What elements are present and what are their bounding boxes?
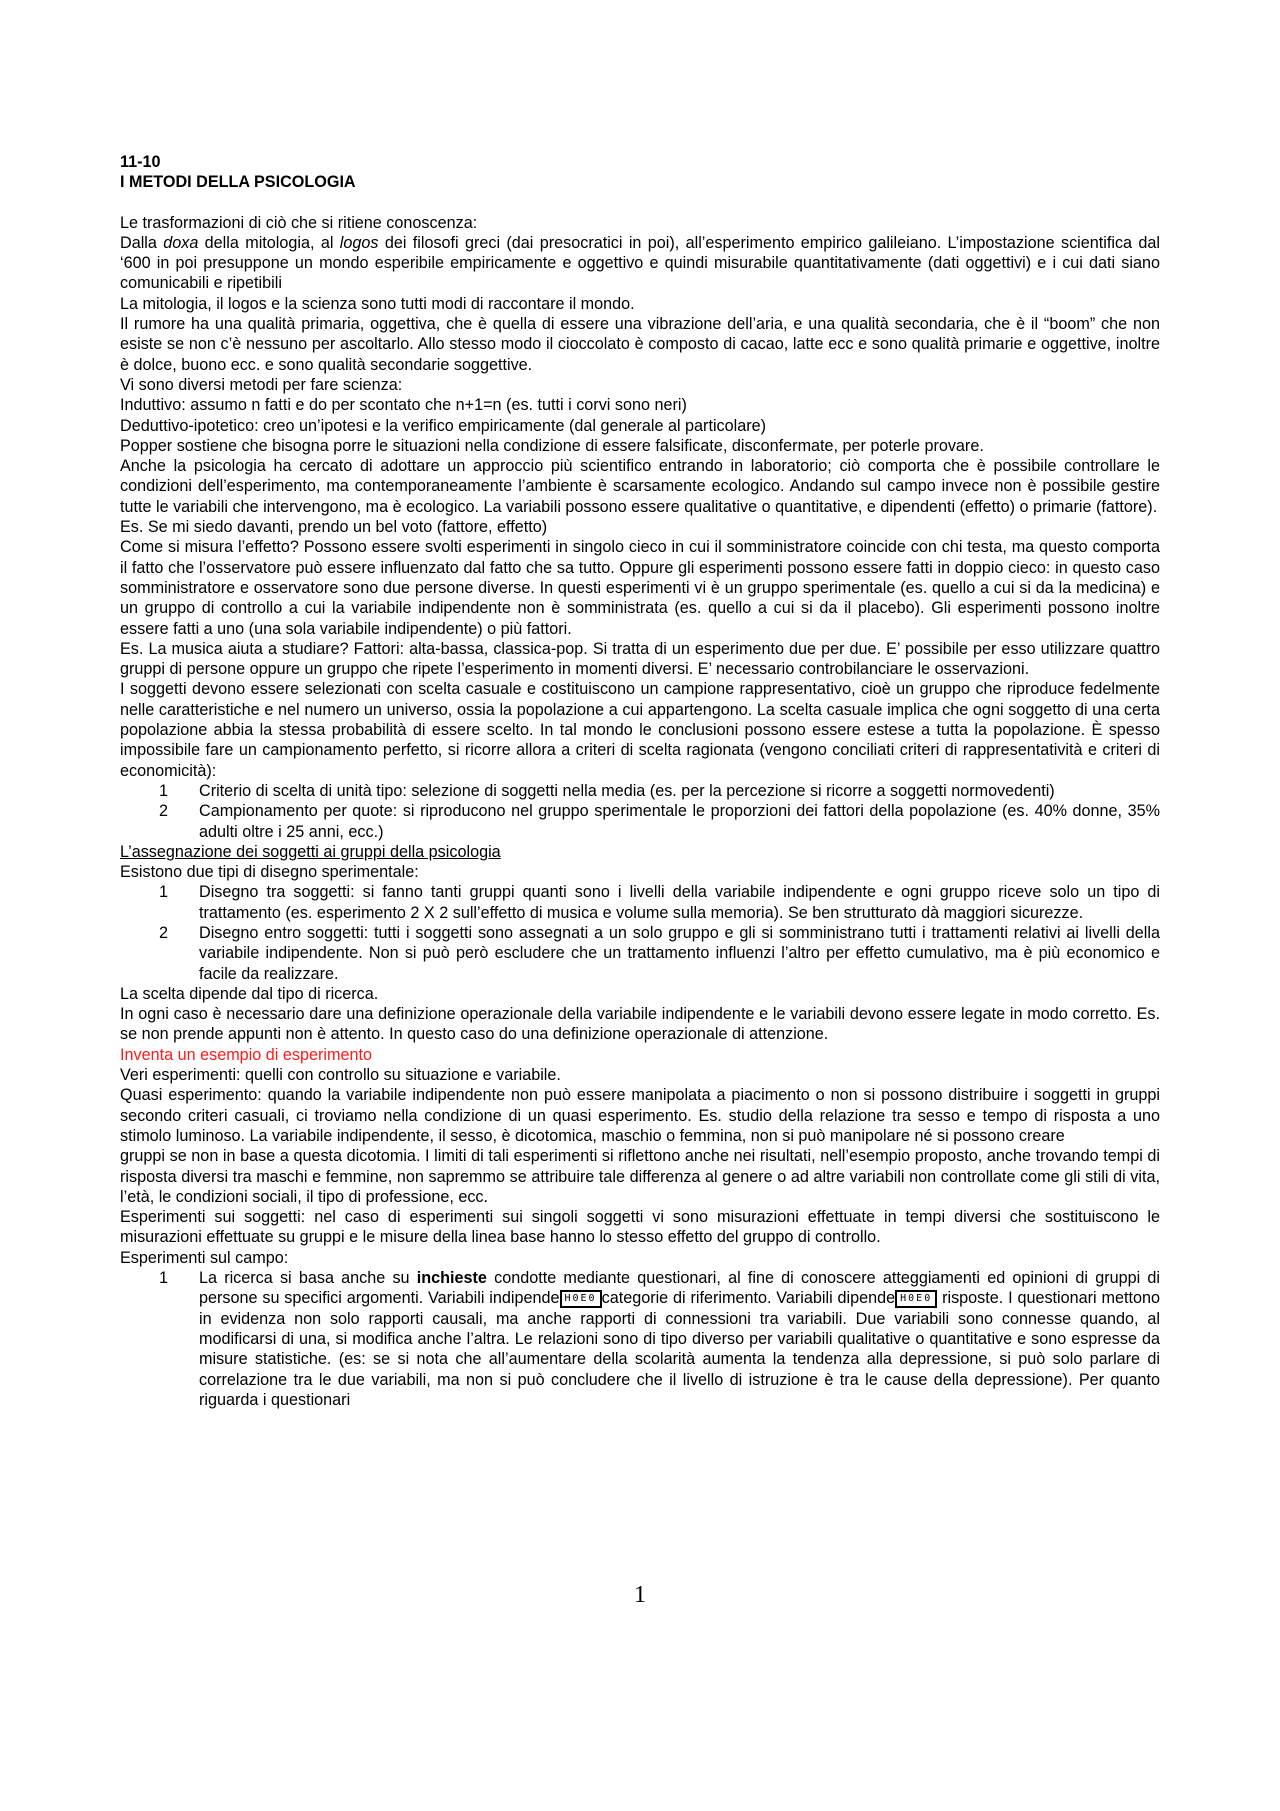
list-item: 1 Criterio di scelta di unità tipo: selezione di soggetti nella media (es. per la percezione si ricorre a soggetti normovedenti): [159, 781, 1055, 800]
paragraph: Vi sono diversi metodi per fare scienza:: [120, 375, 403, 394]
design-list: [120, 882, 1160, 983]
list-item: 1 Disegno tra soggetti: si fanno tanti gruppi quanti sono i livelli della variabile indipendente e ogni gruppo riceve solo un tipo di trattamento (es. esperimento 2 X 2 sull’effetto di musica e volume sulla memoria). Se ben strutturato dà maggiori sicurezze.: [159, 883, 1160, 922]
list-item: 2 Campionamento per quote: si riproducono nel gruppo sperimentale le proporzioni dei fattori della popolazione (es. 40% donne, 35% adulti oltre i 25 anni, ecc.): [159, 802, 1160, 841]
list-item: 1 La ricerca si basa anche su inchieste condotte mediante questionari, al fine di conoscere atteggiamenti ed opinioni di gruppi di persone su specifici argomenti. Variabili indipende H0E0 categorie di riferimento. Variabili dipende H0E0 risposte. I questionari mettono in evidenza non solo rapporti causali, ma anche rapporti di connessioni tra variabili. Due variabili sono connesse quando, al modificarsi di una, si modifica anche l’altra. Le relazioni sono di tipo diverso per variabili qualitative o quantitative e sono espresse da misure statistiche. (es: se si nota che all’aumentare della scolarità aumenta la tendenza alla depressione, si può solo parlare di correlazione tra le due variabili, ma non si può concludere che il livello di istruzione è tra le cause della depressione). Per quanto riguarda i questionari: [159, 1269, 1160, 1409]
paragraph: Esperimenti sul campo:: [120, 1248, 289, 1267]
paragraph: Esperimenti sui soggetti: nel caso di esperimenti sui singoli soggetti vi sono misurazioni effettuate in tempi diversi che sostituiscono le misurazioni effettuate su gruppi e le misure della linea base hanno lo stesso effetto del gruppo di controllo.: [120, 1208, 1160, 1247]
page-title: I METODI DELLA PSICOLOGIA: [120, 173, 356, 192]
paragraph: Quasi esperimento: quando la variabile indipendente non può essere manipolata a piacimento o non si possono distribuire i soggetti in gruppi secondo criteri casuali, ci troviamo nella condizione di un quasi esperimento. Es. studio della relazione tra sesso e tempo di risposta a uno stimolo luminoso. La variabile indipendente, il sesso, è dicotomica, maschio o femmina, non si può manipolare né si possono creare: [120, 1086, 1160, 1145]
paragraph: Anche la psicologia ha cercato di adottare un approccio più scientifico entrando in laboratorio; ciò comporta che è possibile controllare le condizioni dell’esperimento, ma contemporaneamente l’ambiente è scarsamente ecologico. Andando sul campo invece non è possibile gestire tutte le variabili che intervengono, ma è ecologico. La variabili possono essere qualitative o quantitative, e dipendenti (effetto) o primarie (fattore).: [120, 457, 1160, 516]
field-list: [120, 1268, 1160, 1410]
paragraph: gruppi se non in base a questa dicotomia. I limiti di tali esperimenti si riflettono anche nei risultati, nell’esempio proposto, anche trovando tempi di risposta diversi tra maschi e femmine, non sapremmo se attribuire tale differenza al genere o ad altre variabili non controllate come gli stili di vita, l’età, le condizioni sociali, il tipo di professione, ecc.: [120, 1147, 1160, 1206]
document-page: [120, 152, 1160, 1410]
paragraph: In ogni caso è necessario dare una definizione operazionale della variabile indipendente e le variabili devono essere legate in modo corretto. Es. se non prende appunti non è attento. In questo caso do una definizione operazionale di attenzione.: [120, 1005, 1160, 1044]
spacer: [120, 193, 1160, 213]
paragraph: Come si misura l’effetto? Possono essere svolti esperimenti in singolo cieco in cui il somministratore coincide con chi testa, ma questo comporta il fatto che l’osservatore può essere influenzato dal fatto che sa tutto. Oppure gli esperimenti possono essere fatti in doppio cieco: in questo caso somministratore e osservatore sono due persone diverse. In questi esperimenti vi è un gruppo sperimentale (es. quello a cui si da la medicina) e un gruppo di controllo a cui la variabile indipendente non è somministrata (es. quello a cui si da il placebo). Gli esperimenti possono inoltre essere fatti a uno (una sola variabile indipendente) o più fattori.: [120, 538, 1160, 638]
highlighted-note: Inventa un esempio di esperimento: [120, 1045, 372, 1064]
paragraph: Veri esperimenti: quelli con controllo su situazione e variabile.: [120, 1066, 561, 1085]
paragraph: La mitologia, il logos e la scienza sono tutti modi di raccontare il mondo.: [120, 294, 635, 313]
paragraph: Esistono due tipi di disegno sperimentale:: [120, 863, 419, 882]
section-heading: L’assegnazione dei soggetti ai gruppi della psicologia: [120, 842, 501, 861]
paragraph: Es. La musica aiuta a studiare? Fattori: alta-bassa, classica-pop. Si tratta di un esperimento due per due. E’ possibile per esso utilizzare quattro gruppi di persone oppure un gruppo che ripete l’esperimento in momenti diversi. E’ necessario controbilanciare le osservazioni.: [120, 639, 1160, 679]
paragraph: Le trasformazioni di ciò che si ritiene conoscenza:: [120, 213, 478, 232]
paragraph: La scelta dipende dal tipo di ricerca.: [120, 984, 379, 1003]
paragraph: Deduttivo-ipotetico: creo un’ipotesi e la verifico empiricamente (dal generale al particolare): [120, 416, 767, 435]
unknown-glyph-box: H0E0: [560, 1290, 602, 1308]
paragraph: Dalla doxa della mitologia, al logos dei filosofi greci (dai presocratici in poi), all’esperimento empirico galileiano. L’impostazione scientifica dal ‘600 in poi presuppone un mondo esperibile empiricamente e oggettivo e quindi misurabile quantitativamente (dati oggettivi) e i cui dati siano comunicabili e ripetibili: [120, 233, 1160, 293]
paragraph: Popper sostiene che bisogna porre le situazioni nella condizione di essere falsificate, disconfermate, per poterle provare.: [120, 436, 984, 455]
paragraph: I soggetti devono essere selezionati con scelta casuale e costituiscono un campione rappresentativo, cioè un gruppo che riproduce fedelmente nelle caratteristiche e nel numero un universo, ossia la popolazione a cui appartengono. La scelta casuale implica che ogni soggetto di una certa popolazione abbia la stessa probabilità di essere scelto. In tal mondo le conclusioni possono essere estese a tutta la popolazione. È spesso impossibile fare un campionamento perfetto, si ricorre allora a criteri di scelta ragionata (vengono conciliati criteri di rappresentatività e criteri di economicità):: [120, 680, 1160, 780]
paragraph: Es. Se mi siedo davanti, prendo un bel voto (fattore, effetto): [120, 518, 548, 537]
paragraph: Il rumore ha una qualità primaria, oggettiva, che è quella di essere una vibrazione dell’aria, e una qualità secondaria, che è il “boom” che non esiste se non c’è nessuno per ascoltarlo. Allo stesso modo il cioccolato è composto di cacao, latte ecc e sono qualità primarie e oggettive, inoltre è dolce, buono ecc. e sono qualità secondarie soggettive.: [120, 315, 1160, 374]
paragraph: Induttivo: assumo n fatti e do per scontato che n+1=n (es. tutti i corvi sono neri): [120, 396, 687, 415]
sampling-list: [120, 781, 1160, 842]
unknown-glyph-box: H0E0: [895, 1290, 937, 1308]
page-number: 1: [634, 1582, 646, 1608]
list-item: 2 Disegno entro soggetti: tutti i soggetti sono assegnati a un solo gruppo e gli si somministrano tutti i trattamenti relativi ai livelli della variabile indipendente. Non si può però escludere che un trattamento influenzi l’altro per effetto cumulativo, ma è più economico e facile da realizzare.: [159, 923, 1160, 983]
date-heading: 11-10: [120, 153, 161, 171]
